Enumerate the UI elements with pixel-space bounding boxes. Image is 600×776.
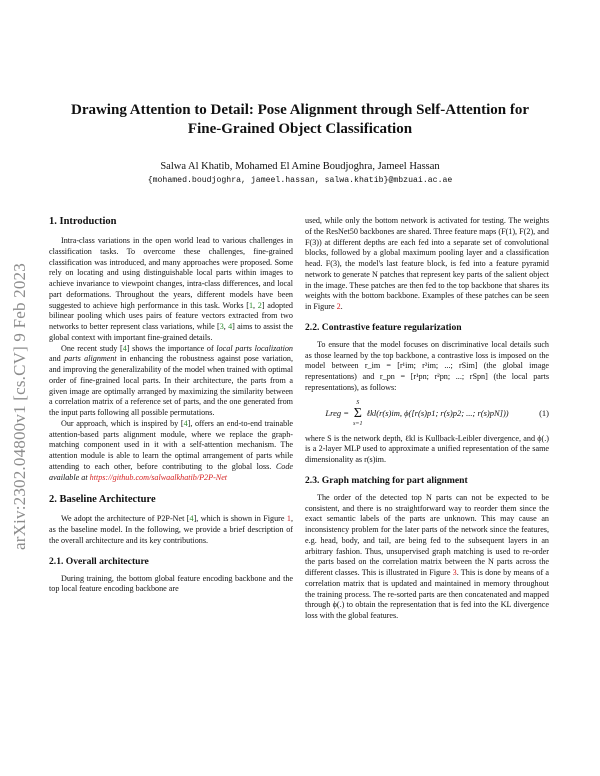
section-heading-introduction: 1. Introduction (49, 216, 117, 227)
emphasis-text: parts alignment (64, 354, 117, 364)
figure-link[interactable]: 3 (452, 568, 457, 577)
text-run: used, while only the bottom network is activated for testing. The weights of the ResNet50 backbones are shared. Three feature maps (F(1), F(2), and F(3)) at different depths are each fed into a separate set of convolutional blocks, followed by a global maximum pooling layer and a classification head. F(3), the model's last feature block, is fed into a feature pyramid network to generate N patches that represent key parts of the salient object in the image. These patches are then fed to the top backbone that shares its weights with the bottom backbone. Examples of these patches can be seen in Figure (305, 216, 549, 311)
text-run: , (253, 300, 258, 310)
text-run: ] aims to assist the global context with important fine-grained details. (49, 322, 294, 342)
figure-link[interactable]: 2 (336, 302, 341, 311)
citation-link[interactable]: 2 (257, 300, 262, 310)
overall-paragraph-continued (305, 216, 549, 313)
graph-matching-paragraph (305, 493, 549, 622)
citation-link[interactable]: 1 (248, 300, 254, 310)
text-run: Our approach, which is inspired by [ (61, 418, 184, 428)
code-availability-label: Code available at (49, 461, 293, 482)
overall-paragraph: During training, the bottom global feature encoding backbone and the top local feature encoding backbone are (49, 573, 293, 594)
equation-rhs: ℓkl(r(s)im, ϕ([r(s)p1; r(s)p2; ...; r(s)pN])) (366, 407, 509, 418)
equation-body (305, 400, 529, 428)
code-repository-link[interactable]: https://github.com/salwaalkhatib/P2P-Net (89, 472, 228, 482)
citation-link[interactable]: 4 (183, 418, 188, 428)
text-run: , (223, 322, 229, 331)
text-run: One recent study [ (61, 343, 123, 353)
text-run: in enhancing the robustness against pose variation, and improving the generalizability of the model when trained with optimal order of fine-grained local parts. In their architecture, the parts from a given image are optimally arranged by maximizing the similarity between a correlation matrix of a reference set of parts, and the one generated from the input parts following all possible permutations. (49, 354, 294, 417)
summation-lower: s=1 (353, 420, 363, 427)
section-heading-baseline: 2. Baseline Architecture (49, 494, 156, 506)
baseline-paragraph (49, 514, 293, 546)
text-run: . This is done by means of a correlation matrix that is updated and maintained in memory throughout the training process. The re-sorted parts are then concatenated and mapped through ϕ(.) to obtain the representation that is fed into the KL divergence loss with the global features. (305, 568, 549, 620)
text-run: and (49, 354, 65, 364)
text-run: ], which is shown in Figure (193, 514, 287, 524)
text-run: Intra-class variations in the open world lead to various challenges in classification tasks. To overcome these challenges, fine-grained classification was introduced, and many approaches were proposed. Some rely on locating and using distinguishable local parts within images to achieve invariance to viewpoint changes, intra-class differences, and local part deformations. Throughout the years, different models have been suggested to achieve high performance in this task. Works [ (49, 236, 293, 310)
author-emails[interactable]: {mohamed.boudjoghra, jameel.hassan, salwa.khatib}@mbzuai.ac.ae (147, 176, 453, 185)
author-list: Salwa Al Khatib, Mohamed El Amine Boudjoghra, Jameel Hassan (160, 161, 440, 172)
right-column (305, 216, 549, 622)
subsection-heading-contrastive: 2.2. Contrastive feature regularization (305, 321, 462, 333)
citation-link[interactable]: 4 (122, 343, 127, 353)
figure-link[interactable]: 1 (286, 514, 291, 524)
equation-lhs: Lreg = (325, 407, 349, 418)
text-run: , as the baseline model. In the following, we provide a brief description of the overall architecture and its key contributions. (49, 514, 293, 545)
equation-number: (1) (539, 408, 549, 419)
citation-link[interactable]: 3 (219, 322, 224, 331)
text-run: ], offers an end-to-end trainable attention-based parts alignment module, where we replace the graph-matching component used in it with a self-attention mechanism. The attention module is able to learn the optimal arrangement of parts while attending to each other, before contributing to the global loss. (49, 418, 293, 471)
text-run: ] shows the importance of (126, 343, 217, 353)
text-run: The order of the detected top N parts can not be expected to be consistent, and there is no straightforward way to reorder them since the exact semantic labels of the parts are unknown. This may cause an inconsistency problem for the later parts of the network since the features, e.g. head, body, and tail, are being fed to the subsequent layers in an arbitrary fashion. Thus, unsupervised graph matching is used to re-order the parts based on the correlation matrix between the N parts across the different classes. This is illustrated in Figure (305, 492, 549, 577)
arxiv-identifier[interactable]: arXiv:2302.04800v1 [cs.CV] 9 Feb 2023 (10, 263, 29, 550)
citation-link[interactable]: 4 (228, 322, 233, 331)
equation-1 (305, 400, 549, 428)
paper-title: Drawing Attention to Detail: Pose Alignment through Self-Attention for Fine-Grained Object Classification (70, 102, 530, 137)
text-run: ] adopted bilinear pooling which uses pairs of feature vectors extracted from two networks to better represent class variations, while [ (49, 300, 293, 331)
left-column (49, 216, 293, 595)
text-run: . (340, 302, 343, 311)
text-run: We adopt the architecture of P2P-Net [ (61, 514, 190, 524)
contrastive-paragraph: To ensure that the model focuses on discriminative local details such as those learned by the top backbone, a contrastive loss is imposed on the model between r_im = [r¹im; r²im; ...; rSim] (the global image representations) and r_pn = [r¹pn; r²pn; ...; rSpn] (the local parts representations), as follows: (305, 339, 549, 392)
intro-paragraph-3 (49, 419, 293, 484)
summation-upper: S (356, 399, 360, 406)
emphasis-text: local parts localization (216, 343, 293, 353)
subsection-heading-graph-matching: 2.3. Graph matching for part alignment (305, 474, 468, 486)
contrastive-paragraph-2: where S is the network depth, ℓkl is Kullback-Leibler divergence, and ϕ(.) is a 2-layer MLP used to approximate a unified representation of the same dimensionality as r(s)im. (305, 433, 549, 464)
summation-symbol: S Σ s=1 (353, 399, 363, 427)
citation-link[interactable]: 4 (189, 514, 194, 524)
intro-paragraph-2 (49, 344, 293, 419)
subsection-heading-overall: 2.1. Overall architecture (49, 555, 149, 567)
intro-paragraph-1 (49, 236, 293, 344)
